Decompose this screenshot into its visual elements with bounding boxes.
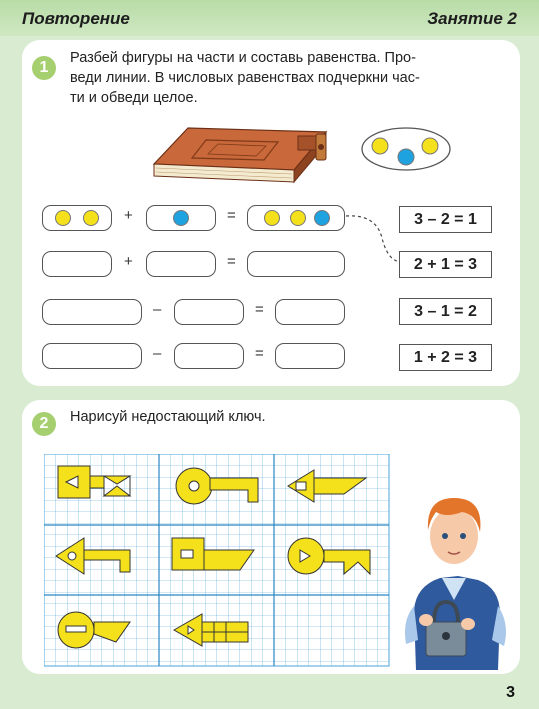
row-3-whole-box[interactable] [275,299,345,325]
lesson-title: Занятие 2 [427,9,517,28]
task-2-number: 2 [32,412,56,436]
task-2-text: Нарисуй недостающий ключ. [70,409,266,425]
page-number: 3 [506,684,515,701]
yellow-dot [264,210,280,226]
dots-oval [360,126,452,172]
row-1-part-2-box[interactable] [146,205,216,231]
row-1-part-1-box[interactable] [42,205,112,231]
yellow-dot [290,210,306,226]
row-2-part-2-box[interactable] [146,251,216,277]
equation-box-4[interactable]: 1 + 2 = 3 [399,344,492,371]
blue-dot [173,210,189,226]
row-2-part-1-box[interactable] [42,251,112,277]
plus-sign: + [124,207,133,224]
blue-dot [314,210,330,226]
boy-illustration [396,490,512,672]
row-4-whole-box[interactable] [275,343,345,369]
keys-grid [44,454,412,670]
task-1-panel [22,40,520,386]
equals-sign: = [255,301,264,318]
equation-box-2[interactable]: 2 + 1 = 3 [399,251,492,278]
row-1-whole-box[interactable] [247,205,345,231]
dashed-connector-line [342,210,406,270]
equation-box-1[interactable]: 3 – 2 = 1 [399,206,492,233]
row-4-part-2-box[interactable] [174,343,244,369]
equals-sign: = [227,207,236,224]
task-2-panel [22,400,520,674]
equals-sign: = [227,253,236,270]
task-1-text [70,48,420,108]
minus-sign: – [153,345,162,362]
equation-box-3[interactable]: 3 – 1 = 2 [399,298,492,325]
task-1-line-2: веди линии. В числовых равенствах подчеркни час- [70,70,420,86]
task-1-line-1: Разбей фигуры на части и составь равенства. Про- [70,50,416,66]
task-1-number: 1 [32,56,56,80]
yellow-dot [83,210,99,226]
task-1-line-3: ти и обведи целое. [70,90,198,106]
book-illustration [148,122,334,186]
row-3-part-1-box[interactable] [42,299,142,325]
header-bar [0,0,539,36]
section-title: Повторение [22,9,130,28]
yellow-dot [55,210,71,226]
minus-sign: – [153,301,162,318]
row-4-part-1-box[interactable] [42,343,142,369]
plus-sign: + [124,253,133,270]
row-2-whole-box[interactable] [247,251,345,277]
equals-sign: = [255,345,264,362]
row-3-part-2-box[interactable] [174,299,244,325]
